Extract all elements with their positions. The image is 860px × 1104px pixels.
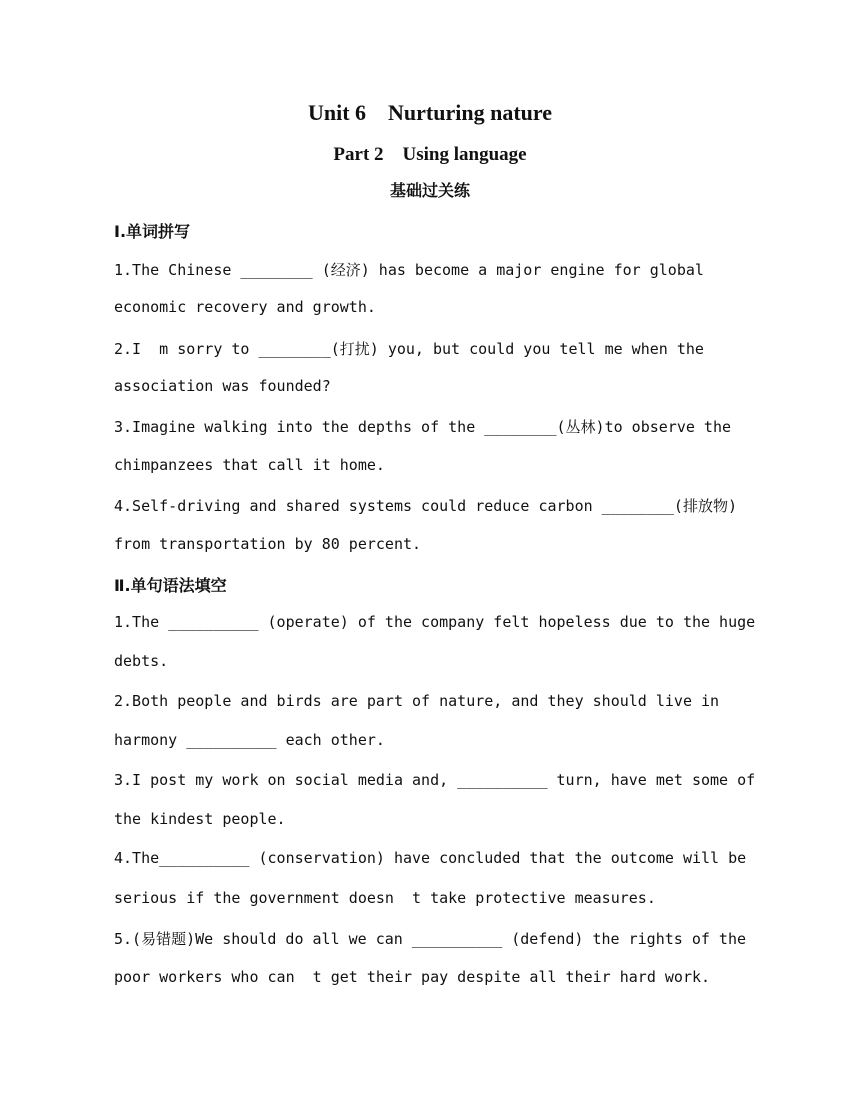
exercise-line: debts. [114,652,169,670]
exercise-line: 3.Imagine walking into the depths of the ________(丛林)to observe the [114,418,731,436]
exercise-line: 2.I m sorry to ________(打扰) you, but could you tell me when the [114,340,704,358]
exercise-line: 4.Self-driving and shared systems could reduce carbon ________(排放物) [114,497,737,515]
exercise-line: 1.The __________ (operate) of the company felt hopeless due to the huge [114,613,756,631]
exercise-line: 1.The Chinese ________ (经济) has become a major engine for global [114,261,704,279]
exercise-line: serious if the government doesn t take protective measures. [114,889,656,907]
section-subtitle: 基础过关练 [389,181,470,200]
exercise-line: 3.I post my work on social media and, __________ turn, have met some of [114,771,756,789]
exercise-line: 2.Both people and birds are part of nature, and they should live in [114,692,720,710]
exercise-line: poor workers who can t get their pay despite all their hard work. [114,968,711,986]
exercise-line: chimpanzees that call it home. [114,456,385,474]
exercise-line: from transportation by 80 percent. [114,535,422,553]
exercise-line: 5.(易错题)We should do all we can __________ (defend) the rights of the [114,930,746,948]
section-heading-grammar: Ⅱ.单句语法填空 [114,576,227,595]
exercise-line: economic recovery and growth. [114,298,376,316]
exercise-line: association was founded? [114,377,331,395]
part-title: Part 2 Using language [333,144,527,165]
exercise-line: the kindest people. [114,810,286,828]
exercise-line: harmony __________ each other. [114,731,385,749]
unit-title: Unit 6 Nurturing nature [307,100,553,125]
section-heading-spelling: Ⅰ.单词拼写 [114,222,191,241]
exercise-line: 4.The__________ (conservation) have concluded that the outcome will be [114,849,747,867]
